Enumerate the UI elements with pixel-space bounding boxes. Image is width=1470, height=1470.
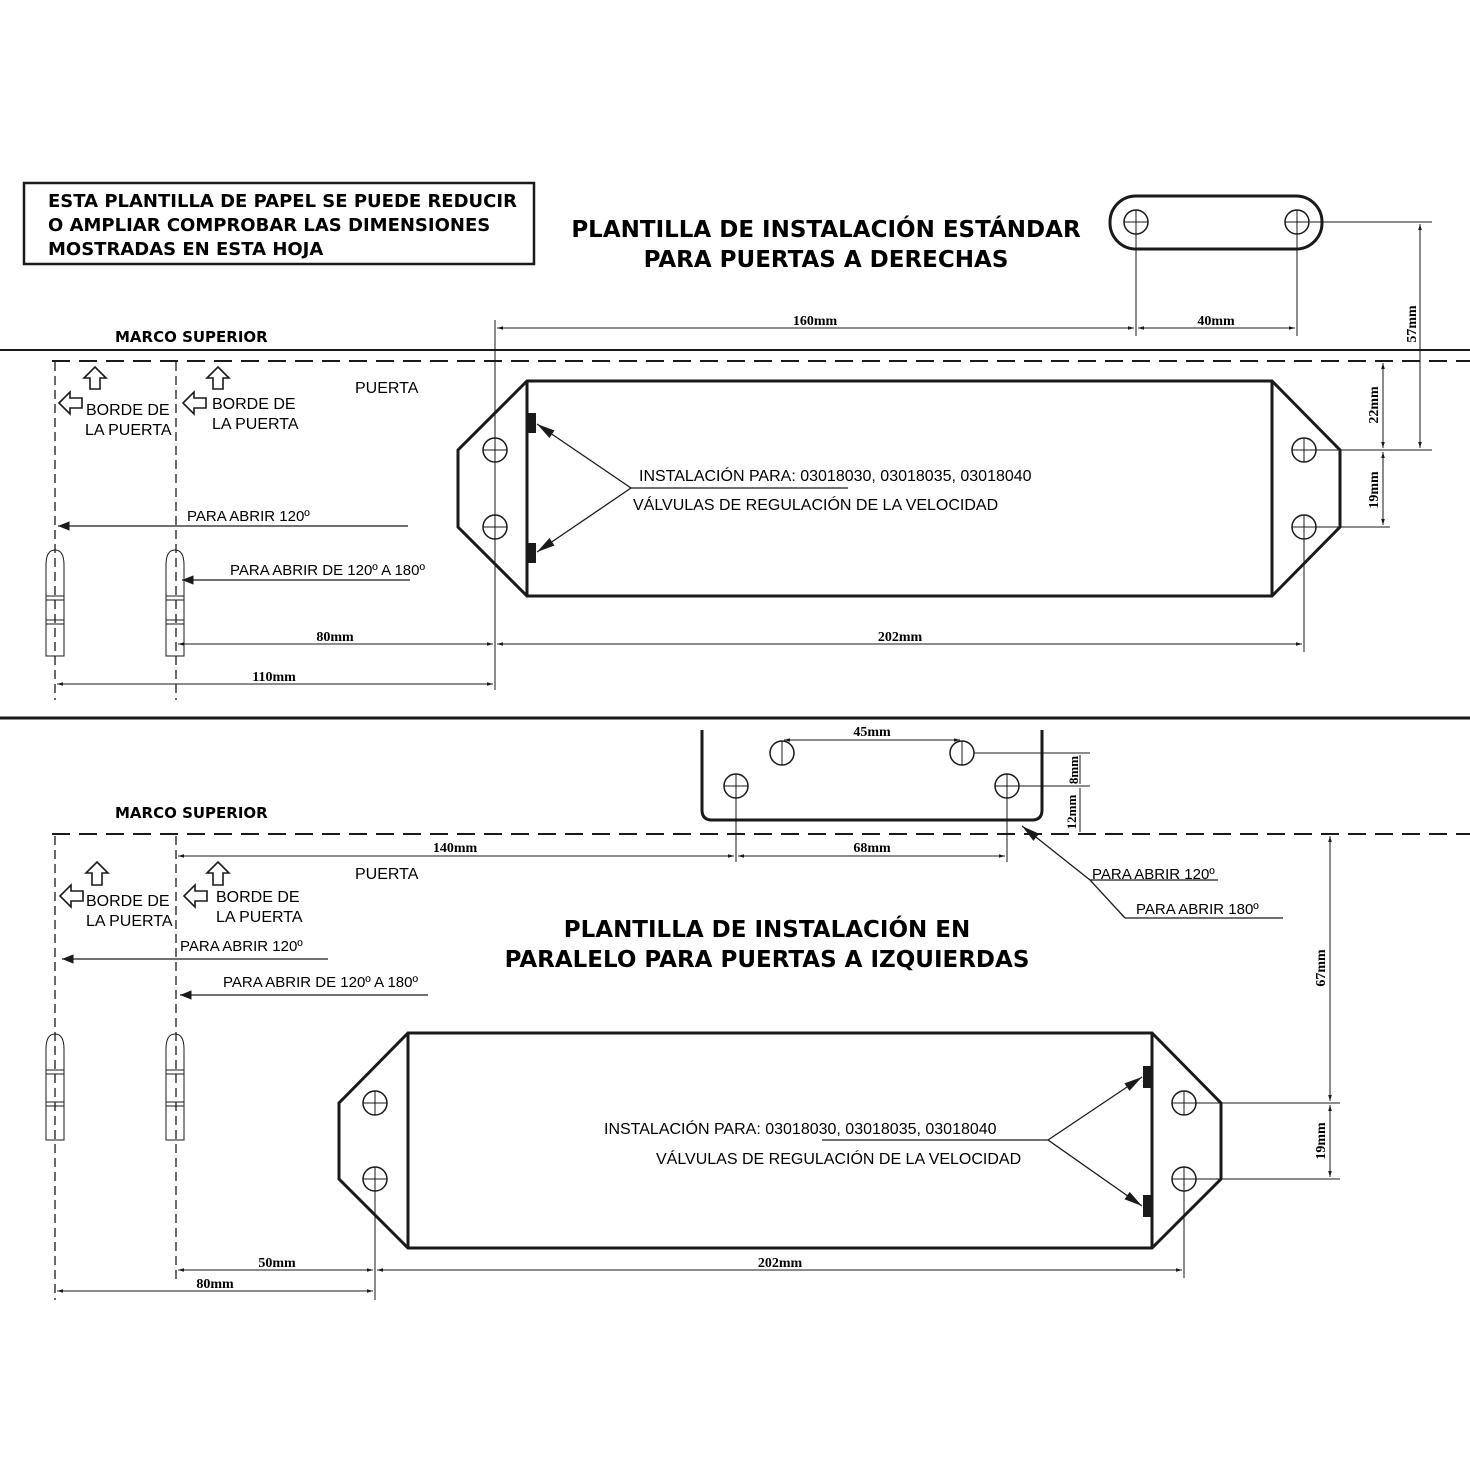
bracket-abrir-180: PARA ABRIR 180º (1136, 901, 1259, 918)
left-arrow-icon (60, 885, 83, 907)
bracket-abrir-120: PARA ABRIR 120º (1092, 866, 1215, 883)
dim-68: 68mm (853, 841, 891, 856)
dim-22: 22mm (1367, 386, 1382, 424)
dim-80: 80mm (316, 630, 354, 645)
bottom-install-label: INSTALACIÓN PARA: 03018030, 03018035, 03018040 (604, 1121, 997, 1138)
top-template (0, 196, 1470, 700)
top-bracket (1110, 196, 1432, 336)
bottom-template (46, 725, 1470, 1300)
note-box (24, 183, 534, 264)
bottom-abrir-120: PARA ABRIR 120º (180, 938, 303, 955)
dim-110: 110mm (252, 670, 296, 685)
bottom-closer-body (339, 1033, 1221, 1248)
hinge-icon (166, 550, 184, 656)
top-abrir-120: PARA ABRIR 120º (187, 508, 310, 525)
dim-19: 19mm (1367, 471, 1382, 509)
top-valves-label: VÁLVULAS DE REGULACIÓN DE LA VELOCIDAD (633, 497, 999, 514)
top-borde-1b: LA PUERTA (85, 422, 172, 439)
dim-45: 45mm (853, 725, 891, 740)
left-arrow-icon (59, 392, 82, 414)
top-borde-2a: BORDE DE (212, 396, 296, 413)
top-borde-2b: LA PUERTA (212, 416, 299, 433)
bottom-abrir-120-180: PARA ABRIR DE 120º A 180º (223, 974, 418, 991)
top-marco-label: MARCO SUPERIOR (115, 328, 268, 346)
bottom-borde-2a: BORDE DE (216, 889, 300, 906)
note-line-3: MOSTRADAS EN ESTA HOJA (48, 239, 324, 260)
dim-57: 57mm (1405, 305, 1420, 343)
bottom-puerta-label: PUERTA (355, 866, 419, 883)
bottom-title-line-2: PARALELO PARA PUERTAS A IZQUIERDAS (504, 947, 1030, 973)
left-arrow-icon (184, 885, 207, 907)
up-arrow-icon (84, 367, 106, 389)
dim-160: 160mm (792, 314, 838, 329)
bottom-borde-2b: LA PUERTA (216, 909, 303, 926)
note-line-1: ESTA PLANTILLA DE PAPEL SE PUEDE REDUCIR (48, 191, 517, 212)
bottom-title-line-1: PLANTILLA DE INSTALACIÓN EN (563, 917, 971, 943)
dim-202b: 202mm (757, 1256, 803, 1271)
top-title-line-2: PARA PUERTAS A DERECHAS (643, 247, 1009, 273)
top-title-line-1: PLANTILLA DE INSTALACIÓN ESTÁNDAR (571, 217, 1081, 243)
top-borde-1a: BORDE DE (86, 402, 170, 419)
dim-19b: 19mm (1314, 1122, 1329, 1160)
dim-40: 40mm (1197, 314, 1235, 329)
left-arrow-icon (183, 392, 206, 414)
note-line-2: O AMPLIAR COMPROBAR LAS DIMENSIONES (48, 215, 491, 236)
top-install-label: INSTALACIÓN PARA: 03018030, 03018035, 03018040 (639, 468, 1032, 485)
up-arrow-icon (207, 367, 229, 389)
up-arrow-icon (86, 862, 108, 885)
bottom-borde-1b: LA PUERTA (86, 913, 173, 930)
dim-80b: 80mm (196, 1277, 234, 1292)
top-abrir-120-180: PARA ABRIR DE 120º A 180º (230, 562, 425, 579)
dim-8: 8mm (1066, 755, 1081, 785)
top-puerta-label: PUERTA (355, 380, 419, 397)
bottom-marco-label: MARCO SUPERIOR (115, 804, 268, 822)
top-closer-body (458, 381, 1340, 596)
dim-50: 50mm (258, 1256, 296, 1271)
bottom-borde-1a: BORDE DE (86, 893, 170, 910)
bottom-valves-label: VÁLVULAS DE REGULACIÓN DE LA VELOCIDAD (656, 1151, 1022, 1168)
dim-202: 202mm (877, 630, 923, 645)
dim-67: 67mm (1314, 949, 1329, 987)
bottom-bracket (702, 730, 1042, 820)
up-arrow-icon (207, 862, 229, 885)
dim-12: 12mm (1064, 794, 1079, 830)
hinge-icon (166, 1034, 184, 1140)
dim-140: 140mm (432, 841, 478, 856)
